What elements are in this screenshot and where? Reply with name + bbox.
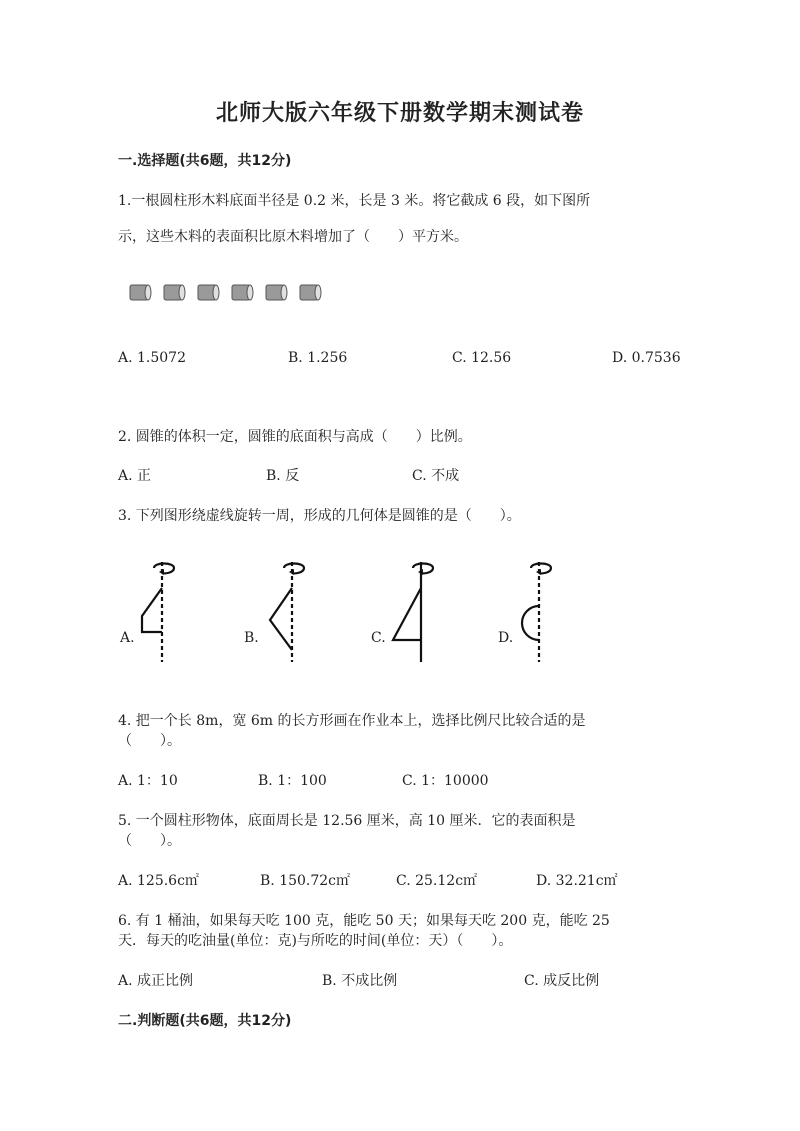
q3-option-d[interactable]: D. bbox=[498, 630, 514, 646]
cylinder-segments-figure bbox=[128, 282, 328, 304]
q5-option-a[interactable]: A. 125.6c㎡ bbox=[118, 873, 199, 889]
q6-option-c[interactable]: C. 成反比例 bbox=[524, 973, 600, 989]
cylinder-segment bbox=[164, 285, 185, 300]
q1-option-a[interactable]: A. 1.5072 bbox=[118, 350, 186, 366]
rotation-figure-d bbox=[512, 558, 572, 666]
section-heading-judgement: 二.判断题(共6题，共12分) bbox=[118, 1013, 292, 1029]
question-3-text: 3. 下列图形绕虚线旋转一周，形成的几何体是圆锥的是（ ）。 bbox=[118, 508, 521, 524]
q3-option-a[interactable]: A. bbox=[120, 630, 135, 646]
cylinder-segment bbox=[300, 285, 321, 300]
question-5-line-2: （ ）。 bbox=[118, 833, 181, 849]
question-1-line-2: 示，这些木料的表面积比原木料增加了（ ）平方米。 bbox=[118, 229, 468, 245]
cylinder-segment bbox=[232, 285, 253, 300]
q2-option-b[interactable]: B. 反 bbox=[266, 468, 300, 484]
semicircle-shape bbox=[522, 606, 539, 640]
right-triangle-shape bbox=[393, 588, 421, 640]
q6-option-b[interactable]: B. 不成比例 bbox=[322, 973, 398, 989]
q1-option-c[interactable]: C. 12.56 bbox=[452, 350, 512, 366]
q5-option-c[interactable]: C. 25.12c㎡ bbox=[396, 873, 478, 889]
q3-option-c[interactable]: C. bbox=[371, 630, 386, 646]
cylinder-segment bbox=[266, 285, 287, 300]
q2-option-c[interactable]: C. 不成 bbox=[412, 468, 460, 484]
cylinder-segment bbox=[130, 285, 151, 300]
rotation-figure-c bbox=[385, 558, 445, 666]
q4-option-b[interactable]: B. 1：100 bbox=[258, 773, 327, 789]
rotation-figure-b bbox=[258, 558, 318, 666]
q1-option-d[interactable]: D. 0.7536 bbox=[612, 350, 681, 366]
page-title: 北师大版六年级下册数学期末测试卷 bbox=[215, 101, 584, 126]
q1-option-b[interactable]: B. 1.256 bbox=[288, 350, 348, 366]
q5-option-b[interactable]: B. 150.72c㎡ bbox=[260, 873, 351, 889]
question-5-line-1: 5. 一个圆柱形物体，底面周长是 12.56 厘米，高 10 厘米．它的表面积是 bbox=[118, 813, 576, 829]
question-6-line-2: 天．每天的吃油量(单位：克)与所吃的时间(单位：天）（ ）。 bbox=[118, 933, 513, 949]
triangle-shape bbox=[270, 588, 292, 650]
question-1-line-1: 1.一根圆柱形木料底面半径是 0.2 米，长是 3 米。将它截成 6 段，如下图所 bbox=[118, 193, 591, 209]
question-6-line-1: 6. 有 1 桶油，如果每天吃 100 克，能吃 50 天；如果每天吃 200 克，能吃 25 bbox=[118, 913, 610, 929]
question-4-line-2: （ ）。 bbox=[118, 733, 181, 749]
q4-option-c[interactable]: C. 1：10000 bbox=[402, 773, 489, 789]
rotation-figure-a bbox=[135, 558, 195, 666]
q2-option-a[interactable]: A. 正 bbox=[118, 468, 152, 484]
question-4-line-1: 4. 把一个长 8m，宽 6m 的长方形画在作业本上，选择比例尺比较合适的是 bbox=[118, 713, 586, 729]
q6-option-a[interactable]: A. 成正比例 bbox=[118, 973, 194, 989]
trapezoid-shape bbox=[142, 588, 162, 632]
q4-option-a[interactable]: A. 1：10 bbox=[118, 773, 178, 789]
section-heading-choice: 一.选择题(共6题，共12分) bbox=[118, 153, 292, 169]
cylinder-segment bbox=[198, 285, 219, 300]
question-2-text: 2. 圆锥的体积一定，圆锥的底面积与高成（ ）比例。 bbox=[118, 429, 472, 445]
q3-option-b[interactable]: B. bbox=[244, 630, 259, 646]
q5-option-d[interactable]: D. 32.21c㎡ bbox=[536, 873, 618, 889]
